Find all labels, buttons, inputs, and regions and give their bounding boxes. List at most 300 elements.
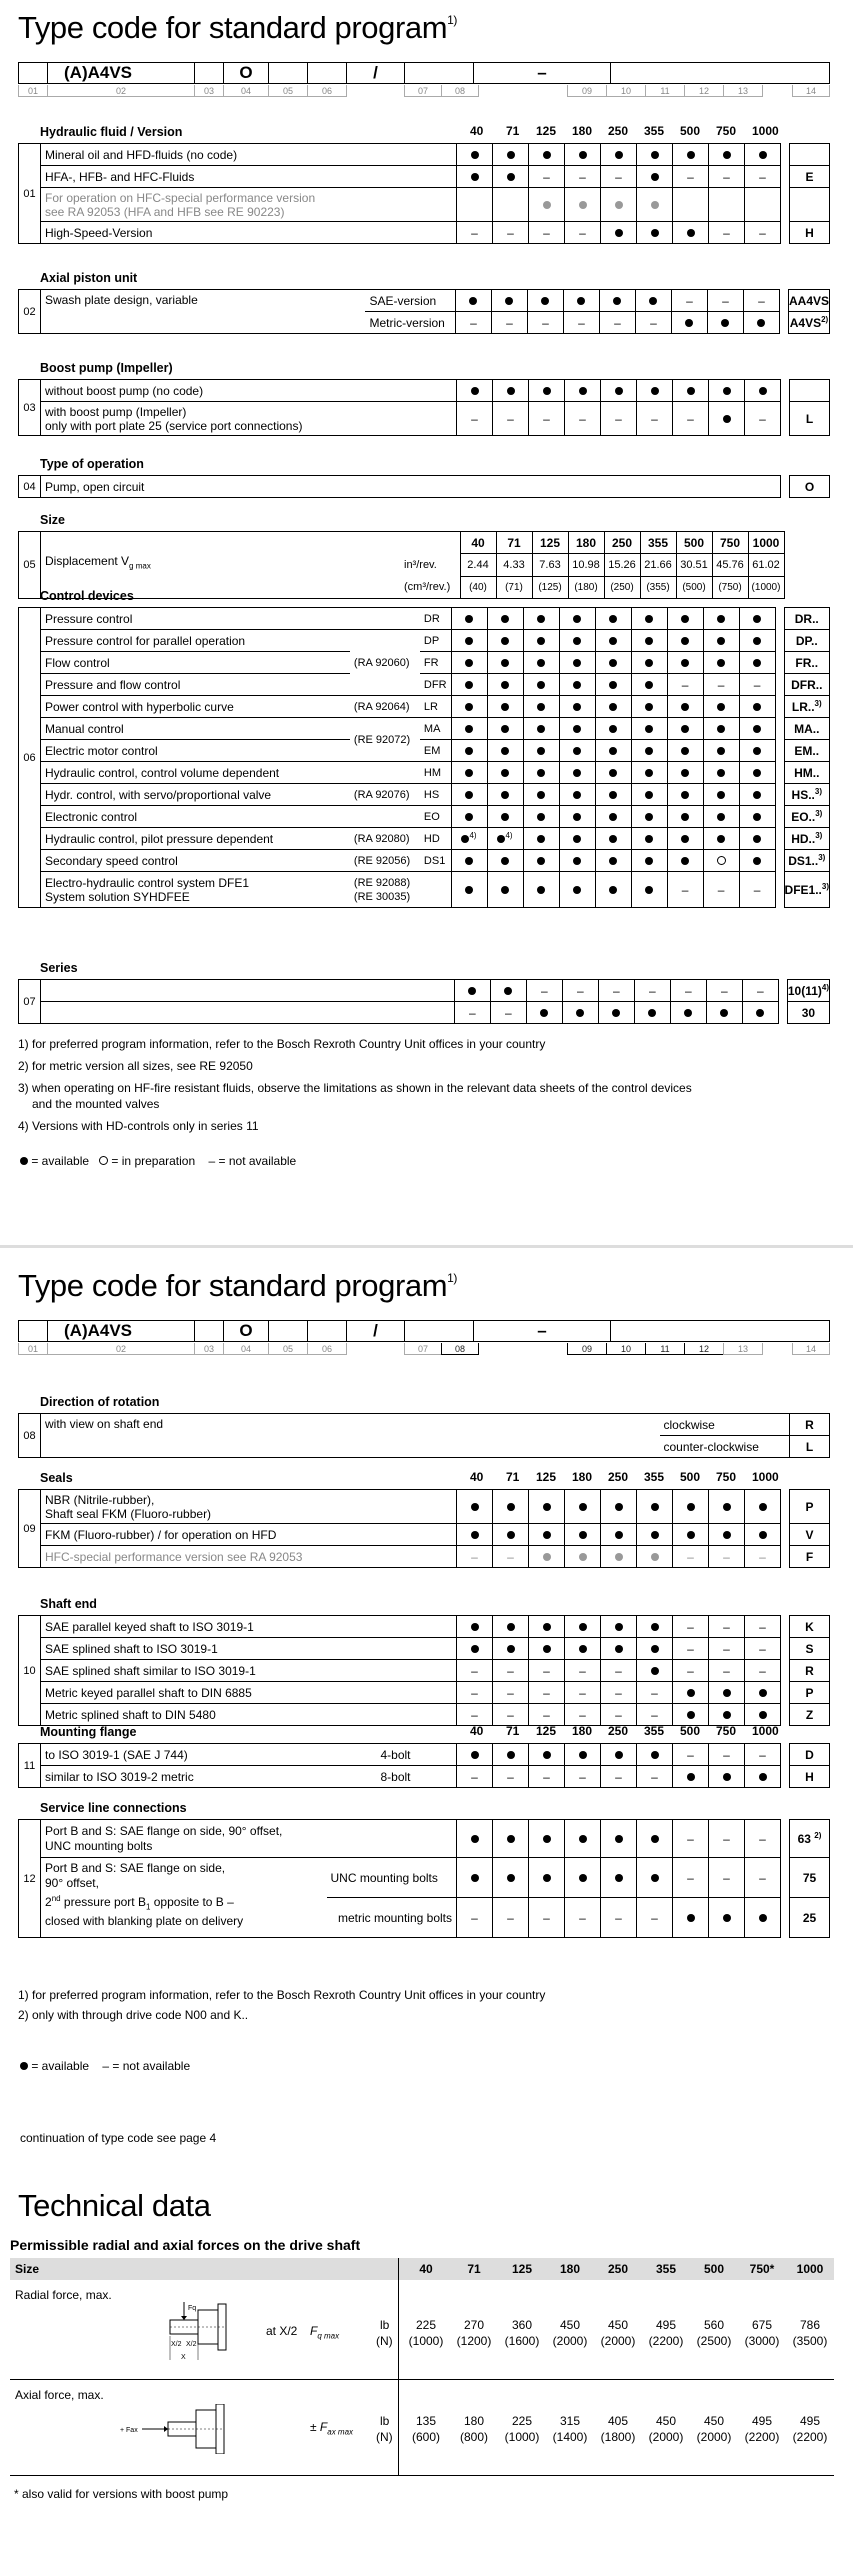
availability-cell xyxy=(745,1524,781,1546)
available-dot-icon xyxy=(645,791,653,799)
table-row: 12 Port B and S: SAE flange on side, 90° offset, UNC mounting bolts – – – 63 $^{2)}$ xyxy=(19,1820,830,1858)
radial-n-value: (1000) xyxy=(408,2334,444,2348)
availability-cell: – xyxy=(493,1682,529,1704)
section-boost-pump xyxy=(18,360,830,436)
availability-cell: – xyxy=(601,1660,637,1682)
availability-cell xyxy=(739,608,775,630)
available-dot-icon xyxy=(465,769,473,777)
control-label: Hydr. control, with servo/proportional valve xyxy=(41,784,350,806)
table-row xyxy=(19,188,830,222)
availability-cell xyxy=(595,674,631,696)
forces-header: Size 40 71 125 180 250 355 500 750* 1000 xyxy=(10,2258,834,2280)
availability-cell xyxy=(529,1638,565,1660)
availability-cell xyxy=(671,312,707,334)
availability-cell xyxy=(601,380,637,402)
availability-cell: – xyxy=(709,1858,745,1898)
availability-cell xyxy=(601,1490,637,1524)
availability-cell xyxy=(565,1820,601,1858)
available-dot-icon xyxy=(648,1009,656,1017)
available-dot-icon xyxy=(505,297,513,305)
size-col-header: 750* xyxy=(749,2262,775,2276)
availability-cell xyxy=(709,1898,745,1938)
available-dot-icon xyxy=(612,1009,620,1017)
availability-cell xyxy=(493,188,529,222)
section-direction-of-rotation: Direction of rotation 08 with view on shaft end clockwise R counter-clockwise L xyxy=(18,1394,830,1458)
row-label: Mineral oil and HFD-fluids (no code) xyxy=(41,144,457,166)
available-dot-icon xyxy=(465,791,473,799)
row-label: FKM (Fluoro-rubber) / for operation on HFD xyxy=(41,1524,457,1546)
availability-cell xyxy=(451,718,487,740)
available-dot-icon xyxy=(681,835,689,843)
available-dot-icon xyxy=(609,813,617,821)
table-row: 06 Pressure control DR DR.. xyxy=(19,608,830,630)
availability-cell xyxy=(631,674,667,696)
availability-cell: – xyxy=(635,312,671,334)
availability-cell xyxy=(739,806,775,828)
code-cell-series: (A)A4VS xyxy=(47,62,195,84)
available-dot-icon xyxy=(537,637,545,645)
availability-cell xyxy=(745,1490,781,1524)
row-label: SAE splined shaft to ISO 3019-1 xyxy=(41,1638,457,1660)
radial-lb-value: 786 xyxy=(799,2318,821,2332)
availability-cell xyxy=(598,1002,634,1024)
available-dot-icon xyxy=(759,1711,767,1719)
availability-cell: – xyxy=(493,402,529,436)
section-heading: Size xyxy=(40,513,66,527)
availability-cell: – xyxy=(673,1820,709,1858)
available-dot-icon xyxy=(615,1531,623,1539)
availability-cell xyxy=(523,784,559,806)
section-heading: Seals xyxy=(40,1471,73,1485)
code-cell: H xyxy=(790,1766,830,1788)
axial-n-value: (600) xyxy=(411,2430,440,2444)
availability-cell: – xyxy=(493,1898,529,1938)
code-cell xyxy=(790,380,830,402)
availability-cell xyxy=(631,608,667,630)
available-dot-icon xyxy=(465,659,473,667)
availability-cell xyxy=(703,696,739,718)
available-dot-icon xyxy=(573,769,581,777)
available-dot-icon xyxy=(615,1503,623,1511)
code-cell: DP.. xyxy=(784,630,829,652)
availability-cell xyxy=(565,144,601,166)
availability-cell: – xyxy=(491,312,527,334)
control-label: Power control with hyperbolic curve xyxy=(41,696,350,718)
available-dot-icon xyxy=(537,791,545,799)
availability-cell xyxy=(595,652,631,674)
availability-cell xyxy=(451,608,487,630)
axial-lb-value: 180 xyxy=(463,2414,485,2428)
available-dot-icon xyxy=(615,1645,623,1653)
size-col-header: 71 xyxy=(467,2262,481,2276)
radial-n-value: (2500) xyxy=(696,2334,732,2348)
available-dot-icon xyxy=(645,659,653,667)
code-cell xyxy=(790,144,830,166)
available-dot-icon xyxy=(465,747,473,755)
availability-cell xyxy=(559,674,595,696)
section-size: Size 05 Displacement $V_{g max}$ in³/rev. (cm³/rev.) 40 71 125 180 250 355 500 750 1000 2.44 4.33 7.63 10.98 15.26 21.66 30.51 45.76 61.02 (40) (71) (125) (180) (250) (355) (500) (750) (1000) xyxy=(18,512,830,599)
availability-cell xyxy=(487,806,523,828)
available-dot-icon xyxy=(753,615,761,623)
available-dot-icon xyxy=(651,229,659,237)
available-dot-icon xyxy=(609,615,617,623)
availability-cell xyxy=(457,188,493,222)
row-label: For operation on HFC-special performance version see RA 92053 (HFA and HFB see RE 90223) xyxy=(41,188,457,222)
available-dot-icon xyxy=(579,1623,587,1631)
control-label: Electric motor control xyxy=(41,740,350,762)
availability-cell: – xyxy=(493,1546,529,1568)
availability-cell xyxy=(595,850,631,872)
table-row: Hydraulic control, control volume dependent HM HM.. xyxy=(19,762,830,784)
availability-cell xyxy=(451,630,487,652)
available-dot-icon xyxy=(753,703,761,711)
availability-cell: – xyxy=(529,402,565,436)
tech-subtitle: Permissible radial and axial forces on the drive shaft xyxy=(10,2237,361,2253)
availability-cell xyxy=(631,652,667,674)
table-row: Flow control FR FR.. xyxy=(19,652,830,674)
availability-cell: – xyxy=(601,1682,637,1704)
availability-cell xyxy=(487,872,523,908)
table-row xyxy=(19,1682,830,1704)
radial-n-value: (2000) xyxy=(552,2334,588,2348)
availability-cell xyxy=(559,850,595,872)
section-heading: Type of operation xyxy=(40,457,144,471)
availability-cell xyxy=(703,652,739,674)
footnotes-page2: 1) for preferred program information, refer to the Bosch Rexroth Country Unit offices in your country 2) only with through drive code N00 and K.. xyxy=(18,1988,546,2022)
tech-title: Technical data xyxy=(18,2188,211,2223)
available-dot-icon xyxy=(615,1623,623,1631)
availability-cell xyxy=(493,166,529,188)
availability-cell xyxy=(745,188,781,222)
availability-cell xyxy=(559,806,595,828)
gray-dot-icon xyxy=(651,201,659,209)
availability-cell: – xyxy=(565,1660,601,1682)
availability-cell xyxy=(529,1490,565,1524)
available-dot-icon xyxy=(753,791,761,799)
availability-cell: – xyxy=(745,166,781,188)
section-service-line xyxy=(18,1800,830,1938)
section-heading: Boost pump (Impeller) xyxy=(40,361,173,375)
availability-cell: – xyxy=(529,1766,565,1788)
available-dot-icon xyxy=(645,886,653,894)
availability-cell xyxy=(673,1524,709,1546)
availability-cell xyxy=(667,608,703,630)
availability-cell xyxy=(601,1820,637,1858)
availability-cell xyxy=(745,144,781,166)
available-dot-icon xyxy=(465,725,473,733)
code-cell: 75 xyxy=(790,1858,830,1898)
availability-cell: – xyxy=(601,402,637,436)
availability-cell xyxy=(559,828,595,850)
availability-cell xyxy=(667,652,703,674)
available-dot-icon xyxy=(579,1835,587,1843)
code-cell: V xyxy=(790,1524,830,1546)
availability-cell xyxy=(457,1858,493,1898)
availability-cell: – xyxy=(745,222,781,244)
available-dot-icon xyxy=(757,319,765,327)
control-label: Pressure and flow control xyxy=(41,674,350,696)
available-dot-icon xyxy=(577,297,585,305)
table-row: Electronic control EO EO..$^{3)}$ xyxy=(19,806,830,828)
preparation-dot-icon xyxy=(717,856,726,865)
size-col-header: 40 xyxy=(419,2262,433,2276)
code-cell: F xyxy=(790,1546,830,1568)
available-dot-icon xyxy=(717,615,725,623)
code-cell: DFE1..$^{3)}$ xyxy=(784,872,829,908)
axial-lb-value: 450 xyxy=(655,2414,677,2428)
availability-cell xyxy=(487,740,523,762)
availability-cell xyxy=(523,652,559,674)
availability-cell: – xyxy=(565,166,601,188)
availability-cell xyxy=(673,1490,709,1524)
availability-cell: – xyxy=(565,1682,601,1704)
availability-cell: – xyxy=(529,1704,565,1726)
available-dot-icon xyxy=(579,1645,587,1653)
radial-lb-value: 450 xyxy=(559,2318,581,2332)
table-row: Secondary speed control (RE 92056) DS1 DS1..$^{3)}$ xyxy=(19,850,830,872)
control-label: Hydraulic control, pilot pressure dependent xyxy=(41,828,350,850)
available-dot-icon xyxy=(645,615,653,623)
table-row: 09 NBR (Nitrile-rubber), Shaft seal FKM (Fluoro-rubber) P xyxy=(19,1490,830,1524)
availability-cell xyxy=(601,1858,637,1898)
available-dot-icon xyxy=(543,1645,551,1653)
available-dot-icon xyxy=(717,637,725,645)
availability-cell: – xyxy=(529,1682,565,1704)
availability-cell xyxy=(493,1616,529,1638)
available-dot-icon xyxy=(469,297,477,305)
section-axial-piston-unit xyxy=(18,270,830,334)
availability-cell xyxy=(601,1616,637,1638)
availability-cell xyxy=(703,828,739,850)
availability-cell: – xyxy=(667,674,703,696)
svg-text:X: X xyxy=(181,2354,186,2361)
availability-cell xyxy=(565,1490,601,1524)
availability-cell xyxy=(457,1820,493,1858)
radial-n-value: (1200) xyxy=(456,2334,492,2348)
radial-lb-value: 495 xyxy=(655,2318,677,2332)
code-cell: DS1..$^{3)}$ xyxy=(784,850,829,872)
row-label: Metric splined shaft to DIN 5480 xyxy=(41,1704,457,1726)
availability-cell: – xyxy=(745,1858,781,1898)
availability-cell xyxy=(635,290,671,312)
availability-cell: – xyxy=(703,674,739,696)
availability-cell: – xyxy=(739,872,775,908)
size-col-header: 250 xyxy=(607,2262,629,2276)
availability-cell: – xyxy=(457,1682,493,1704)
availability-cell xyxy=(565,1616,601,1638)
available-dot-icon xyxy=(465,886,473,894)
available-dot-icon xyxy=(507,1531,515,1539)
radial-lb-value: 675 xyxy=(751,2318,773,2332)
code-cell: HS..$^{3)}$ xyxy=(784,784,829,806)
table-row: 11 to ISO 3019-1 (SAE J 744) 4-bolt – – – D xyxy=(19,1744,830,1766)
availability-cell: – xyxy=(457,1704,493,1726)
available-dot-icon xyxy=(615,1874,623,1882)
available-dot-icon xyxy=(465,703,473,711)
available-dot-icon xyxy=(537,659,545,667)
available-dot-icon xyxy=(615,229,623,237)
table-row xyxy=(19,1704,830,1726)
availability-cell xyxy=(595,696,631,718)
size-col-header: 1000 xyxy=(796,2262,824,2276)
availability-cell xyxy=(527,290,563,312)
available-dot-icon xyxy=(543,1751,551,1759)
availability-cell xyxy=(559,740,595,762)
availability-cell xyxy=(634,1002,670,1024)
availability-cell xyxy=(457,1638,493,1660)
availability-cell xyxy=(739,784,775,806)
code-cell: 63 $^{2)}$ xyxy=(790,1820,830,1858)
availability-cell: – xyxy=(673,1744,709,1766)
available-dot-icon xyxy=(651,1531,659,1539)
available-dot-icon xyxy=(468,987,476,995)
availability-cell xyxy=(455,290,491,312)
table-row xyxy=(19,166,830,188)
available-dot-icon xyxy=(501,659,509,667)
available-dot-icon xyxy=(723,1503,731,1511)
section-heading: Control devices xyxy=(40,589,134,603)
availability-cell: – xyxy=(637,1766,673,1788)
availability-cell: – xyxy=(526,980,562,1002)
availability-cell: – xyxy=(457,402,493,436)
availability-cell xyxy=(703,718,739,740)
code-cell: LR..$^{3)}$ xyxy=(784,696,829,718)
availability-cell xyxy=(709,1524,745,1546)
availability-cell xyxy=(490,980,526,1002)
available-dot-icon xyxy=(507,1623,515,1631)
availability-cell xyxy=(601,1744,637,1766)
availability-cell: – xyxy=(565,222,601,244)
availability-cell: – xyxy=(673,1546,709,1568)
availability-cell xyxy=(529,1524,565,1546)
availability-cell xyxy=(559,608,595,630)
availability-cell xyxy=(673,1682,709,1704)
gray-dot-icon xyxy=(651,1553,659,1561)
section-shaft-end xyxy=(18,1596,830,1726)
available-dot-icon xyxy=(753,725,761,733)
available-dot-icon xyxy=(651,1623,659,1631)
section-series xyxy=(18,960,830,1024)
available-dot-icon xyxy=(681,747,689,755)
table-row xyxy=(19,1524,830,1546)
available-dot-icon xyxy=(465,637,473,645)
table-row: Pressure and flow control DFR – – – DFR.. xyxy=(19,674,830,696)
code-cell: 25 xyxy=(790,1898,830,1938)
availability-cell xyxy=(739,850,775,872)
availability-cell xyxy=(745,1766,781,1788)
continuation-note: continuation of type code see page 4 xyxy=(20,2131,217,2145)
availability-cell xyxy=(703,630,739,652)
available-dot-icon xyxy=(609,747,617,755)
gray-dot-icon xyxy=(615,1553,623,1561)
availability-cell xyxy=(631,784,667,806)
section-heading: Shaft end xyxy=(40,1597,97,1611)
availability-cell xyxy=(523,872,559,908)
availability-cell xyxy=(562,1002,598,1024)
availability-cell xyxy=(457,1744,493,1766)
axial-lb-value: 495 xyxy=(799,2414,821,2428)
axial-lb-value: 225 xyxy=(511,2414,533,2428)
availability-cell xyxy=(451,806,487,828)
size-col-header: 180 xyxy=(559,2262,581,2276)
availability-cell: – xyxy=(601,166,637,188)
code-cell: HM.. xyxy=(784,762,829,784)
availability-cell xyxy=(709,188,745,222)
available-dot-icon xyxy=(681,659,689,667)
control-label: Electronic control xyxy=(41,806,350,828)
availability-cell xyxy=(559,696,595,718)
available-dot-icon xyxy=(471,1645,479,1653)
availability-cell: – xyxy=(667,872,703,908)
availability-cell xyxy=(565,1638,601,1660)
footnotes-page1: 1) for preferred program information, refer to the Bosch Rexroth Country Unit offices in your country 2) for metric version all sizes, see RE 92050 3) when operating on HF-fire resistant fluids, observe the limitations as shown in the relevant data sheets of the control devices and the mounted valves 4) Versions with HD-controls only in series 11 xyxy=(18,1037,692,1133)
availability-cell xyxy=(529,380,565,402)
available-dot-icon xyxy=(613,297,621,305)
available-dot-icon xyxy=(465,813,473,821)
availability-cell: – xyxy=(457,1660,493,1682)
gray-dot-icon xyxy=(579,1553,587,1561)
available-dot-icon xyxy=(537,857,545,865)
radial-n-value: (3500) xyxy=(792,2334,828,2348)
filled-dot-icon xyxy=(20,1157,28,1165)
available-dot-icon xyxy=(651,151,659,159)
available-dot-icon xyxy=(507,151,515,159)
type-code-bar: (A)A4VS O / – 01 02 03 04 05 06 07 08 09 10 11 12 13 14 xyxy=(18,60,830,98)
availability-cell xyxy=(523,630,559,652)
availability-cell xyxy=(631,850,667,872)
filled-dot-icon xyxy=(20,2062,28,2070)
page-title: Type code for standard program$^{1)}$ xyxy=(18,10,458,45)
axial-lb-value: 495 xyxy=(751,2414,773,2428)
availability-cell xyxy=(493,144,529,166)
availability-cell xyxy=(451,784,487,806)
availability-cell xyxy=(631,718,667,740)
availability-cell xyxy=(703,608,739,630)
section-heading: Hydraulic fluid / Version xyxy=(40,125,183,139)
availability-cell xyxy=(487,608,523,630)
available-dot-icon xyxy=(573,681,581,689)
table-row: 01 Mineral oil and HFD-fluids (no code) xyxy=(19,144,830,166)
table-row xyxy=(19,1638,830,1660)
available-dot-icon xyxy=(753,857,761,865)
control-label: Pressure control xyxy=(41,608,350,630)
row-label: without boost pump (no code) xyxy=(41,380,457,402)
available-dot-icon xyxy=(609,769,617,777)
available-dot-icon xyxy=(537,703,545,711)
available-dot-icon xyxy=(687,1914,695,1922)
radial-row: Radial force, max. Fq X/2 X/2 X at X/2 $F_{q max}$ lb (N) 225 (1000) 270 (1200) 360 (1600) 450 (2000) 450 (2000) 495 (2200) 560 (2500) 675 (3000) 786 (3500) xyxy=(10,2280,834,2380)
available-dot-icon xyxy=(507,1645,515,1653)
radial-lb-value: 560 xyxy=(703,2318,725,2332)
axial-n-value: (2200) xyxy=(792,2430,828,2444)
availability-cell: – xyxy=(599,312,635,334)
available-dot-icon xyxy=(573,857,581,865)
available-dot-icon xyxy=(579,151,587,159)
section-hydraulic-fluid: Hydraulic fluid / Version 40 71 125 180 250 355 500 750 1000 01 Mineral oil and HFD-fluids (no code) HFA-, HFB- and HFC-Fluids – – – – – – E For operation on HFC-special performance version see RA 92053 (HFA and HFB see RE 90223) High-Speed-Version – – – – – – H xyxy=(18,124,830,244)
radial-lb-value: 360 xyxy=(511,2318,533,2332)
availability-cell xyxy=(529,1546,565,1568)
availability-cell xyxy=(565,1858,601,1898)
available-dot-icon xyxy=(720,1009,728,1017)
availability-cell xyxy=(739,762,775,784)
availability-cell xyxy=(529,188,565,222)
table-row xyxy=(19,1660,830,1682)
code-cell: P xyxy=(790,1682,830,1704)
section-control-devices xyxy=(18,588,830,908)
availability-cell: – xyxy=(673,1660,709,1682)
available-dot-icon xyxy=(573,747,581,755)
availability-cell xyxy=(637,1546,673,1568)
